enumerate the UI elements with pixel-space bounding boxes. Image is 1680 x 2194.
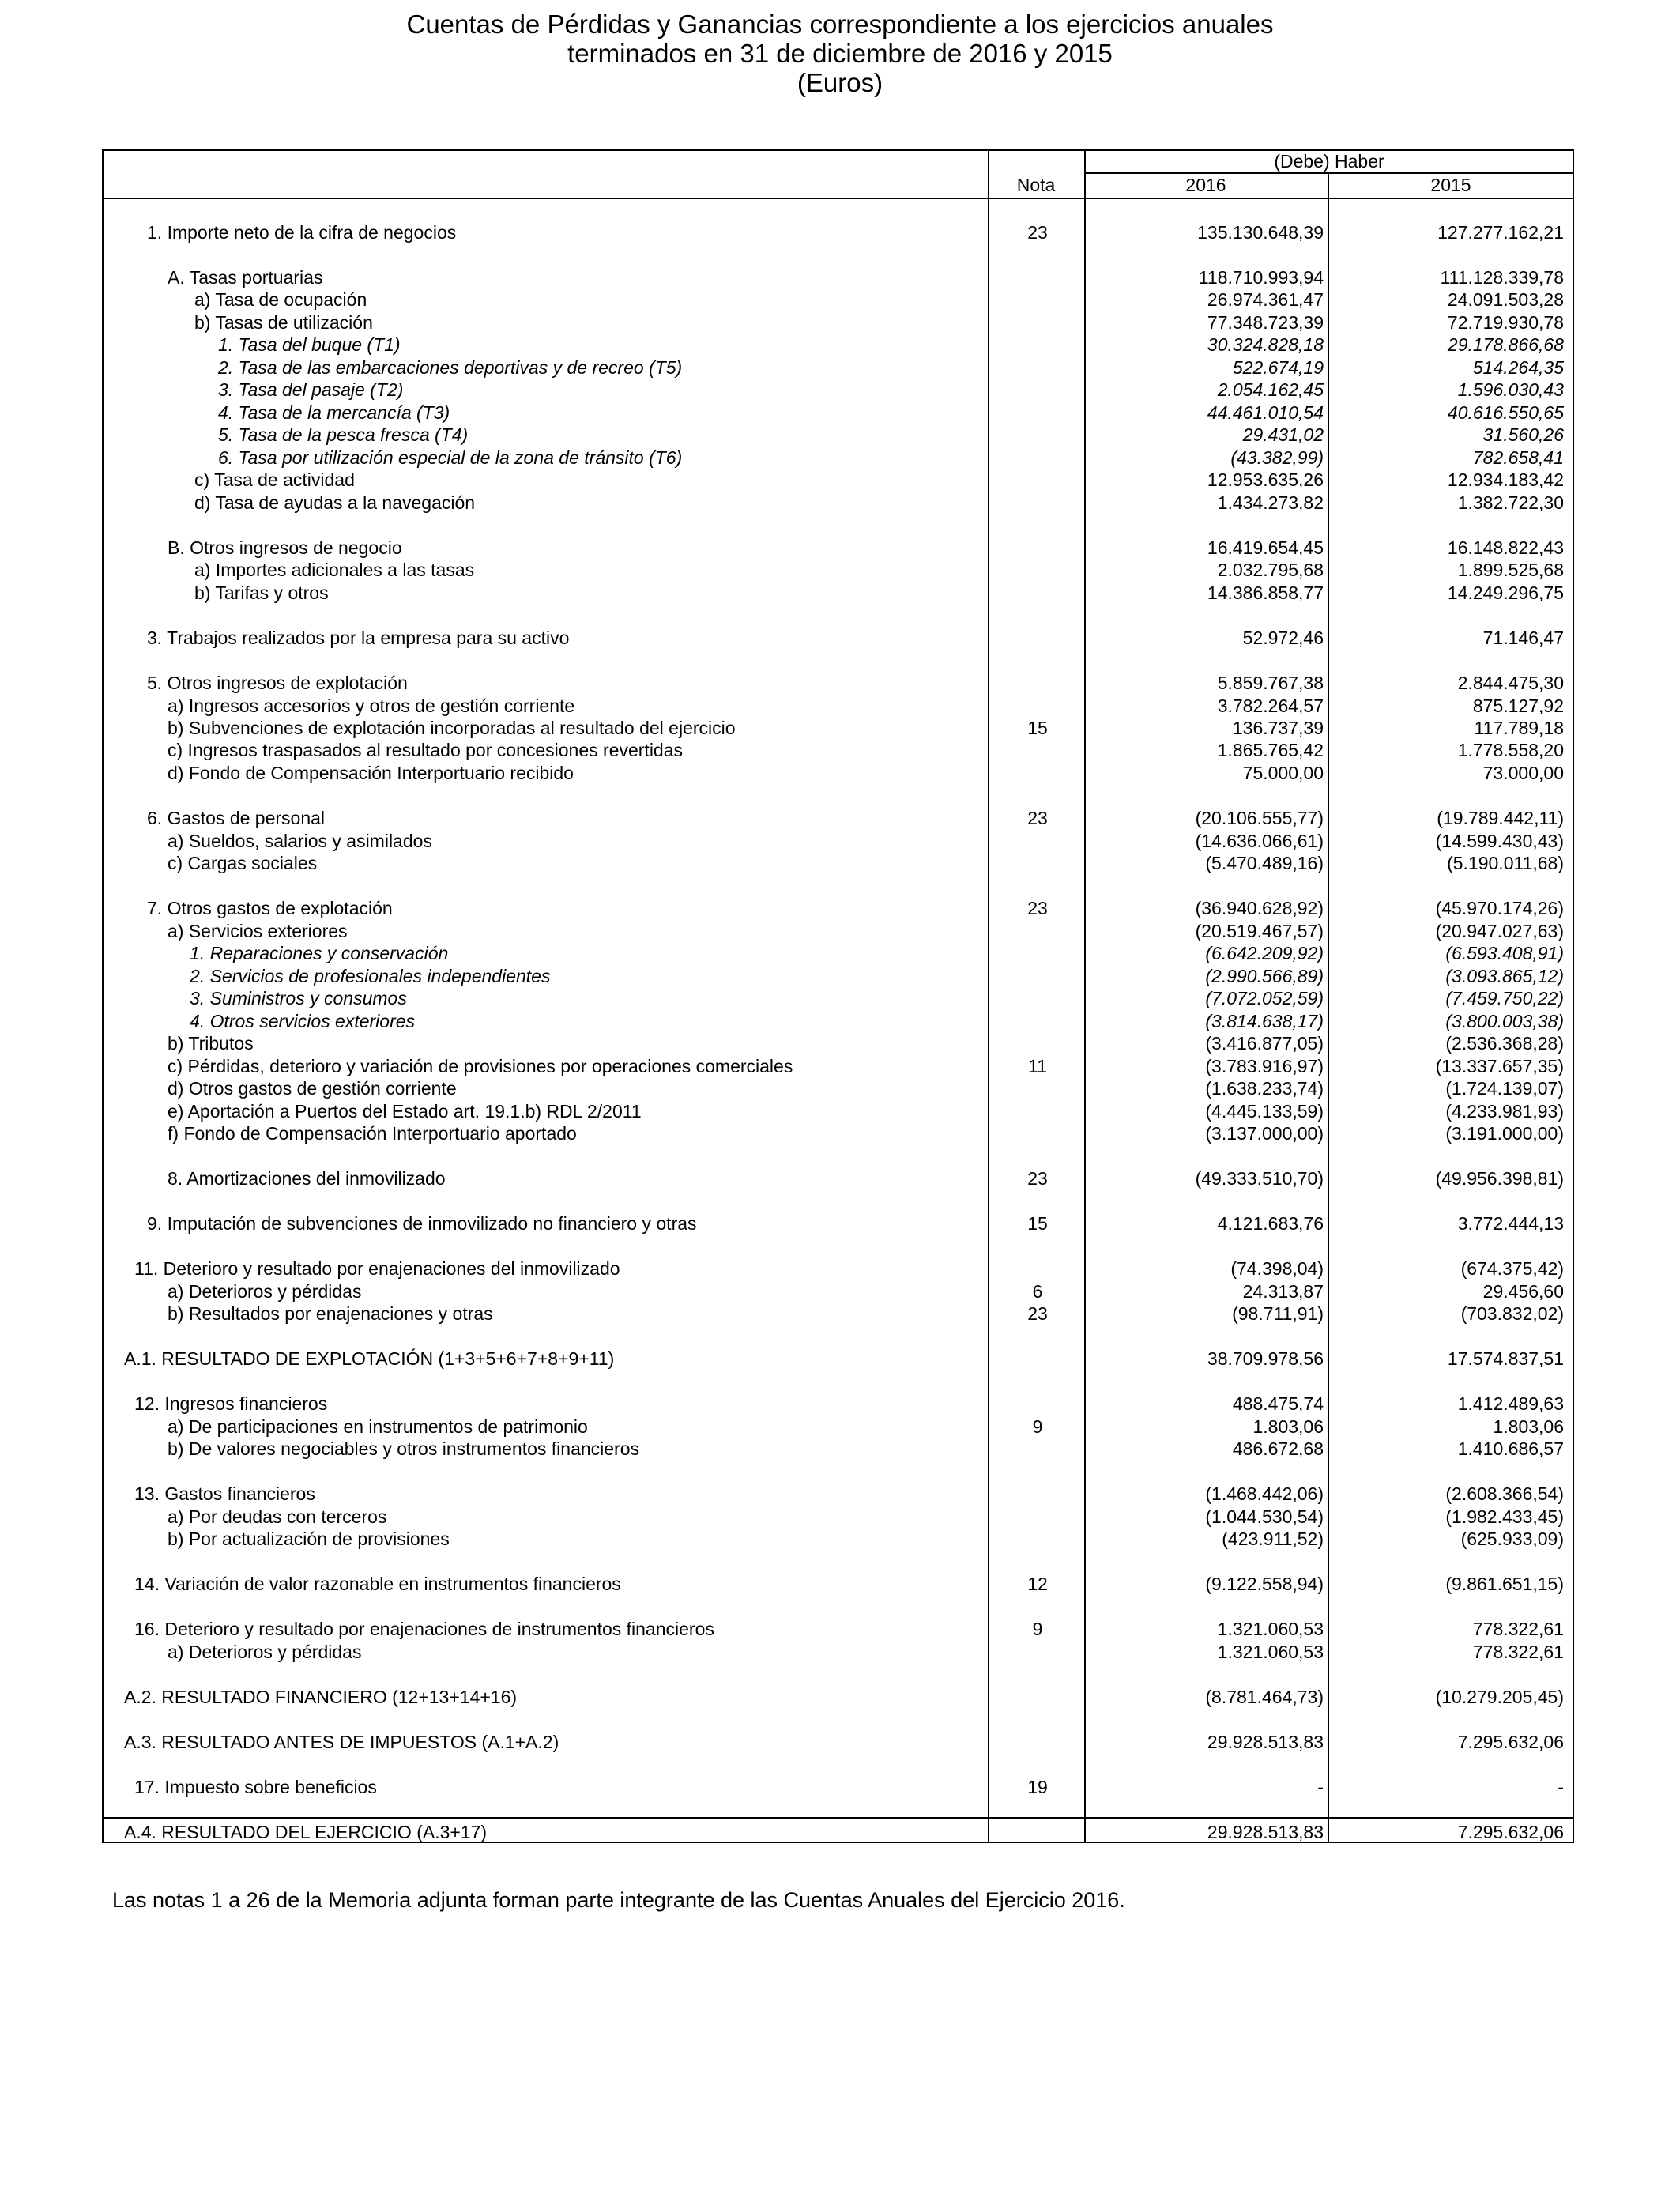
row-nota: 9: [1032, 1619, 1043, 1639]
table-row: [102, 1280, 1574, 1302]
row-value-2015: (3.191.000,00): [1445, 1123, 1564, 1144]
row-value-2015: (625.933,09): [1460, 1529, 1564, 1549]
row-value-2015: (14.599.430,43): [1435, 831, 1564, 851]
row-value-2015: (1.982.433,45): [1445, 1506, 1564, 1527]
row-value-2015: (674.375,42): [1460, 1258, 1564, 1279]
row-label: A.3. RESULTADO ANTES DE IMPUESTOS (A.1+A.2): [124, 1732, 559, 1752]
table-row: [102, 1257, 1574, 1280]
table-row: [102, 1393, 1574, 1415]
row-value-2016: (74.398,04): [1230, 1258, 1324, 1279]
row-value-2015: (49.956.398,81): [1435, 1168, 1564, 1189]
table-row: [102, 424, 1574, 446]
row-value-2016: (20.519.467,57): [1195, 921, 1324, 941]
row-value-2015: 111.128.339,78: [1440, 267, 1564, 288]
row-value-2015: 24.091.503,28: [1447, 289, 1564, 310]
table-row: [102, 987, 1574, 1009]
row-value-2016: (1.468.442,06): [1205, 1483, 1324, 1504]
row-nota: 23: [1027, 1303, 1048, 1324]
row-value-2016: 75.000,00: [1242, 763, 1324, 783]
total-row-rule: [102, 1817, 1574, 1819]
table-row: [102, 672, 1574, 694]
row-label: 1. Reparaciones y conservación: [190, 943, 449, 963]
row-value-2016: (5.470.489,16): [1205, 853, 1324, 873]
row-value-2016: 16.419.654,45: [1207, 537, 1324, 558]
row-label: 17. Impuesto sobre beneficios: [134, 1777, 377, 1797]
row-value-2015: 16.148.822,43: [1447, 537, 1564, 558]
row-label: 1. Tasa del buque (T1): [218, 334, 401, 355]
row-label: 8. Amortizaciones del inmovilizado: [168, 1168, 446, 1189]
row-label: c) Cargas sociales: [168, 853, 318, 873]
row-label: d) Fondo de Compensación Interportuario recibido: [168, 763, 574, 783]
row-value-2015: (20.947.027,63): [1435, 921, 1564, 941]
table-row: [102, 1010, 1574, 1032]
table-row: [102, 807, 1574, 829]
row-value-2016: 1.321.060,53: [1217, 1619, 1324, 1639]
row-value-2015: 17.574.837,51: [1447, 1348, 1564, 1369]
row-value-2016: 118.710.993,94: [1198, 267, 1324, 288]
row-label: b) Tributos: [168, 1033, 254, 1054]
row-value-2016: 1.803,06: [1252, 1416, 1324, 1437]
row-label: c) Ingresos traspasados al resultado por concesiones revertidas: [168, 740, 684, 760]
table-row: [102, 897, 1574, 919]
table-row: [102, 1731, 1574, 1753]
row-value-2016: (98.711,91): [1232, 1303, 1324, 1324]
table-row: [102, 266, 1574, 288]
row-value-2016: -: [1317, 1777, 1324, 1797]
table-row: [102, 288, 1574, 311]
row-value-2015: (45.970.174,26): [1435, 898, 1564, 918]
row-value-2016: (3.416.877,05): [1205, 1033, 1324, 1054]
table-row: [102, 1506, 1574, 1528]
row-value-2015: 71.146,47: [1482, 628, 1564, 648]
row-value-2015: (6.593.408,91): [1445, 943, 1564, 963]
table-row: [102, 1483, 1574, 1505]
row-label: 11. Deterioro y resultado por enajenaciones del inmovilizado: [134, 1258, 620, 1279]
row-label: 7. Otros gastos de explotación: [147, 898, 393, 918]
row-value-2015: 31.560,26: [1482, 424, 1564, 445]
table-row: [102, 852, 1574, 874]
row-value-2015: 12.934.183,42: [1447, 469, 1564, 490]
row-value-2015: 875.127,92: [1472, 696, 1564, 716]
row-label: 9. Imputación de subvenciones de inmovilizado no financiero y otras: [147, 1213, 697, 1234]
row-label: 2. Tasa de las embarcaciones deportivas y de recreo (T5): [218, 357, 683, 378]
header-debe-haber: (Debe) Haber: [1274, 151, 1384, 172]
row-label: B. Otros ingresos de negocio: [168, 537, 402, 558]
row-label: f) Fondo de Compensación Interportuario aportado: [168, 1123, 577, 1144]
table-row: [102, 311, 1574, 334]
row-nota: 23: [1027, 898, 1048, 918]
row-nota: 19: [1027, 1777, 1048, 1797]
row-value-2015: 1.382.722,30: [1457, 492, 1564, 513]
statement-title: [0, 9, 1680, 97]
table-row: [102, 1077, 1574, 1099]
row-value-2015: 7.295.632,06: [1457, 1732, 1564, 1752]
row-value-2016: (20.106.555,77): [1195, 808, 1324, 828]
row-label: b) De valores negociables y otros instrumentos financieros: [168, 1438, 640, 1459]
table-row: [102, 1032, 1574, 1054]
header-2015: 2015: [1430, 175, 1471, 195]
row-nota: 23: [1027, 222, 1048, 243]
header-2016: 2016: [1185, 175, 1226, 195]
row-value-2016: (423.911,52): [1222, 1529, 1324, 1549]
row-label: 4. Tasa de la mercancía (T3): [218, 402, 450, 423]
table-row: [102, 1416, 1574, 1438]
row-label: a) Ingresos accesorios y otros de gestión corriente: [168, 696, 575, 716]
row-label: A.4. RESULTADO DEL EJERCICIO (A.3+17): [124, 1822, 488, 1842]
row-label: 6. Gastos de personal: [147, 808, 326, 828]
row-label: b) Tasas de utilización: [194, 312, 373, 333]
header-nota: Nota: [1016, 175, 1056, 195]
table-row: [102, 447, 1574, 469]
row-value-2016: (3.783.916,97): [1205, 1056, 1324, 1076]
row-label: e) Aportación a Puertos del Estado art. 19.1.b) RDL 2/2011: [168, 1101, 642, 1122]
row-value-2015: -: [1558, 1777, 1564, 1797]
row-value-2015: 778.322,61: [1472, 1642, 1564, 1662]
row-label: 14. Variación de valor razonable en instrumentos financieros: [134, 1574, 621, 1594]
row-value-2016: 2.054.162,45: [1217, 379, 1324, 400]
table-row: [102, 1821, 1574, 1843]
row-value-2016: 2.032.795,68: [1217, 560, 1324, 580]
row-value-2016: 38.709.978,56: [1207, 1348, 1324, 1369]
table-row: [102, 739, 1574, 761]
row-label: 3. Suministros y consumos: [190, 988, 407, 1008]
row-nota: 11: [1028, 1056, 1047, 1076]
row-label: 13. Gastos financieros: [134, 1483, 315, 1504]
row-value-2016: 29.928.513,83: [1207, 1732, 1324, 1752]
row-value-2016: (3.814.638,17): [1205, 1011, 1324, 1031]
row-label: 2. Servicios de profesionales independientes: [190, 966, 551, 986]
row-label: b) Por actualización de provisiones: [168, 1529, 450, 1549]
table-row: [102, 942, 1574, 964]
row-value-2016: 136.737,39: [1232, 718, 1324, 738]
row-label: 5. Tasa de la pesca fresca (T4): [218, 424, 469, 445]
row-value-2015: 3.772.444,13: [1457, 1213, 1564, 1234]
row-value-2016: (43.382,99): [1230, 447, 1324, 468]
row-value-2016: 26.974.361,47: [1207, 289, 1324, 310]
footer-note: Las notas 1 a 26 de la Memoria adjunta forman parte integrante de las Cuentas Anuales del Ejercicio 2016.: [112, 1888, 1125, 1912]
row-label: 12. Ingresos financieros: [134, 1393, 328, 1414]
row-value-2015: 117.789,18: [1474, 718, 1564, 738]
row-value-2015: (13.337.657,35): [1435, 1056, 1564, 1076]
table-row: [102, 1528, 1574, 1550]
row-label: 1. Importe neto de la cifra de negocios: [147, 222, 457, 243]
row-value-2015: 2.844.475,30: [1457, 673, 1564, 693]
row-value-2015: (2.536.368,28): [1445, 1033, 1564, 1054]
row-value-2016: 1.865.765,42: [1217, 740, 1324, 760]
row-value-2016: (4.445.133,59): [1205, 1101, 1324, 1122]
row-value-2016: (2.990.566,89): [1205, 966, 1324, 986]
row-label: b) Tarifas y otros: [194, 582, 329, 603]
row-value-2015: (9.861.651,15): [1445, 1574, 1564, 1594]
table-row: [102, 492, 1574, 514]
row-value-2016: 486.672,68: [1232, 1438, 1324, 1459]
table-row: [102, 695, 1574, 717]
row-label: A.2. RESULTADO FINANCIERO (12+13+14+16): [124, 1687, 518, 1707]
row-value-2015: 40.616.550,65: [1447, 402, 1564, 423]
table-row: [102, 1641, 1574, 1663]
row-label: c) Pérdidas, deterioro y variación de provisiones por operaciones comerciales: [168, 1056, 793, 1076]
row-value-2015: (2.608.366,54): [1445, 1483, 1564, 1504]
table-row: [102, 356, 1574, 379]
row-value-2015: 1.899.525,68: [1457, 560, 1564, 580]
row-value-2016: (36.940.628,92): [1195, 898, 1324, 918]
table-row: [102, 469, 1574, 491]
row-value-2016: 12.953.635,26: [1207, 469, 1324, 490]
row-value-2015: (3.800.003,38): [1445, 1011, 1564, 1031]
row-value-2015: 14.249.296,75: [1447, 582, 1564, 603]
row-label: 5. Otros ingresos de explotación: [147, 673, 408, 693]
row-value-2015: 514.264,35: [1472, 357, 1564, 378]
table-row: [102, 627, 1574, 649]
row-value-2016: 5.859.767,38: [1217, 673, 1324, 693]
row-value-2015: 1.778.558,20: [1457, 740, 1564, 760]
row-value-2016: 1.434.273,82: [1217, 492, 1324, 513]
row-label: b) Resultados por enajenaciones y otras: [168, 1303, 493, 1324]
row-value-2016: 522.674,19: [1232, 357, 1324, 378]
row-value-2016: 52.972,46: [1242, 628, 1324, 648]
row-value-2016: (1.638.233,74): [1205, 1078, 1324, 1099]
row-value-2016: (9.122.558,94): [1205, 1574, 1324, 1594]
row-label: a) Deterioros y pérdidas: [168, 1281, 362, 1302]
row-value-2016: 30.324.828,18: [1207, 334, 1324, 355]
row-value-2015: 127.277.162,21: [1437, 222, 1564, 243]
row-nota: 12: [1027, 1574, 1048, 1594]
row-label: a) Tasa de ocupación: [194, 289, 367, 310]
row-value-2015: (1.724.139,07): [1445, 1078, 1564, 1099]
row-value-2016: (1.044.530,54): [1205, 1506, 1324, 1527]
row-label: d) Otros gastos de gestión corriente: [168, 1078, 457, 1099]
table-row: [102, 1438, 1574, 1460]
table-row: [102, 920, 1574, 942]
row-value-2016: 3.782.264,57: [1217, 696, 1324, 716]
row-value-2015: 72.719.930,78: [1447, 312, 1564, 333]
row-label: a) Importes adicionales a las tasas: [194, 560, 475, 580]
row-label: A. Tasas portuarias: [168, 267, 323, 288]
table-row: [102, 379, 1574, 401]
row-label: a) Por deudas con terceros: [168, 1506, 387, 1527]
row-value-2016: 29.928.513,83: [1207, 1822, 1324, 1842]
table-row: [102, 830, 1574, 852]
row-value-2016: 135.130.648,39: [1197, 222, 1324, 243]
table-row: [102, 965, 1574, 987]
row-label: a) Servicios exteriores: [168, 921, 348, 941]
table-row: [102, 221, 1574, 243]
row-nota: 23: [1027, 1168, 1048, 1189]
row-value-2015: 29.456,60: [1482, 1281, 1564, 1302]
row-value-2016: (6.642.209,92): [1205, 943, 1324, 963]
row-value-2015: 29.178.866,68: [1447, 334, 1564, 355]
row-value-2015: (5.190.011,68): [1447, 853, 1564, 873]
row-value-2016: 4.121.683,76: [1217, 1213, 1324, 1234]
row-value-2015: (7.459.750,22): [1445, 988, 1564, 1008]
table-row: [102, 1686, 1574, 1708]
row-label: c) Tasa de actividad: [194, 469, 355, 490]
row-value-2016: 14.386.858,77: [1207, 582, 1324, 603]
row-value-2016: 44.461.010,54: [1207, 402, 1324, 423]
row-label: 3. Tasa del pasaje (T2): [218, 379, 404, 400]
table-row: [102, 537, 1574, 559]
table-row: [102, 1618, 1574, 1640]
row-value-2015: (703.832,02): [1460, 1303, 1564, 1324]
row-label: a) Deterioros y pérdidas: [168, 1642, 362, 1662]
row-value-2016: 1.321.060,53: [1217, 1642, 1324, 1662]
row-value-2015: 1.410.686,57: [1457, 1438, 1564, 1459]
title-line-3: (Euros): [797, 68, 883, 97]
row-label: d) Tasa de ayudas a la navegación: [194, 492, 476, 513]
header-bottom-rule: [102, 198, 1574, 199]
row-value-2016: 24.313,87: [1242, 1281, 1324, 1302]
table-row: [102, 1212, 1574, 1235]
row-label: b) Subvenciones de explotación incorporadas al resultado del ejercicio: [168, 718, 736, 738]
row-value-2016: (3.137.000,00): [1205, 1123, 1324, 1144]
row-value-2016: (49.333.510,70): [1195, 1168, 1324, 1189]
row-label: 6. Tasa por utilización especial de la zona de tránsito (T6): [218, 447, 683, 468]
title-line-1: Cuentas de Pérdidas y Ganancias correspondiente a los ejercicios anuales: [406, 9, 1274, 39]
row-label: a) Sueldos, salarios y asimilados: [168, 831, 432, 851]
table-row: [102, 1302, 1574, 1325]
table-row: [102, 1122, 1574, 1144]
row-value-2016: (8.781.464,73): [1205, 1687, 1324, 1707]
row-value-2015: 1.412.489,63: [1457, 1393, 1564, 1414]
row-value-2015: 73.000,00: [1482, 763, 1564, 783]
row-value-2015: 1.596.030,43: [1457, 379, 1564, 400]
table-row: [102, 401, 1574, 424]
row-value-2015: 778.322,61: [1472, 1619, 1564, 1639]
row-value-2015: 7.295.632,06: [1457, 1822, 1564, 1842]
row-nota: 23: [1027, 808, 1048, 828]
table-row: [102, 1348, 1574, 1370]
row-value-2015: (4.233.981,93): [1445, 1101, 1564, 1122]
table-row: [102, 582, 1574, 604]
row-value-2016: 29.431,02: [1242, 424, 1324, 445]
table-row: [102, 1100, 1574, 1122]
row-nota: 15: [1027, 718, 1048, 738]
table-row: [102, 1573, 1574, 1595]
row-label: 3. Trabajos realizados por la empresa para su activo: [147, 628, 570, 648]
row-value-2016: (7.072.052,59): [1205, 988, 1324, 1008]
title-line-2: terminados en 31 de diciembre de 2016 y 2015: [567, 39, 1113, 68]
row-value-2015: (19.789.442,11): [1437, 808, 1564, 828]
row-value-2016: (14.636.066,61): [1195, 831, 1324, 851]
table-row: [102, 1167, 1574, 1189]
row-value-2015: 1.803,06: [1493, 1416, 1564, 1437]
table-row: [102, 762, 1574, 784]
row-value-2016: 488.475,74: [1232, 1393, 1324, 1414]
row-label: 4. Otros servicios exteriores: [190, 1011, 416, 1031]
table-row: [102, 1776, 1574, 1798]
table-row: [102, 717, 1574, 739]
row-value-2015: 782.658,41: [1472, 447, 1564, 468]
row-nota: 9: [1032, 1416, 1043, 1437]
row-label: a) De participaciones en instrumentos de patrimonio: [168, 1416, 588, 1437]
table-row: [102, 559, 1574, 581]
row-nota: 6: [1032, 1281, 1043, 1302]
row-value-2015: (3.093.865,12): [1445, 966, 1564, 986]
row-label: A.1. RESULTADO DE EXPLOTACIÓN (1+3+5+6+7+8+9+11): [124, 1348, 615, 1369]
table-row: [102, 1055, 1574, 1077]
row-nota: 15: [1027, 1213, 1048, 1234]
row-value-2016: 77.348.723,39: [1207, 312, 1324, 333]
table-row: [102, 334, 1574, 356]
row-label: 16. Deterioro y resultado por enajenaciones de instrumentos financieros: [134, 1619, 714, 1639]
row-value-2015: (10.279.205,45): [1435, 1687, 1564, 1707]
